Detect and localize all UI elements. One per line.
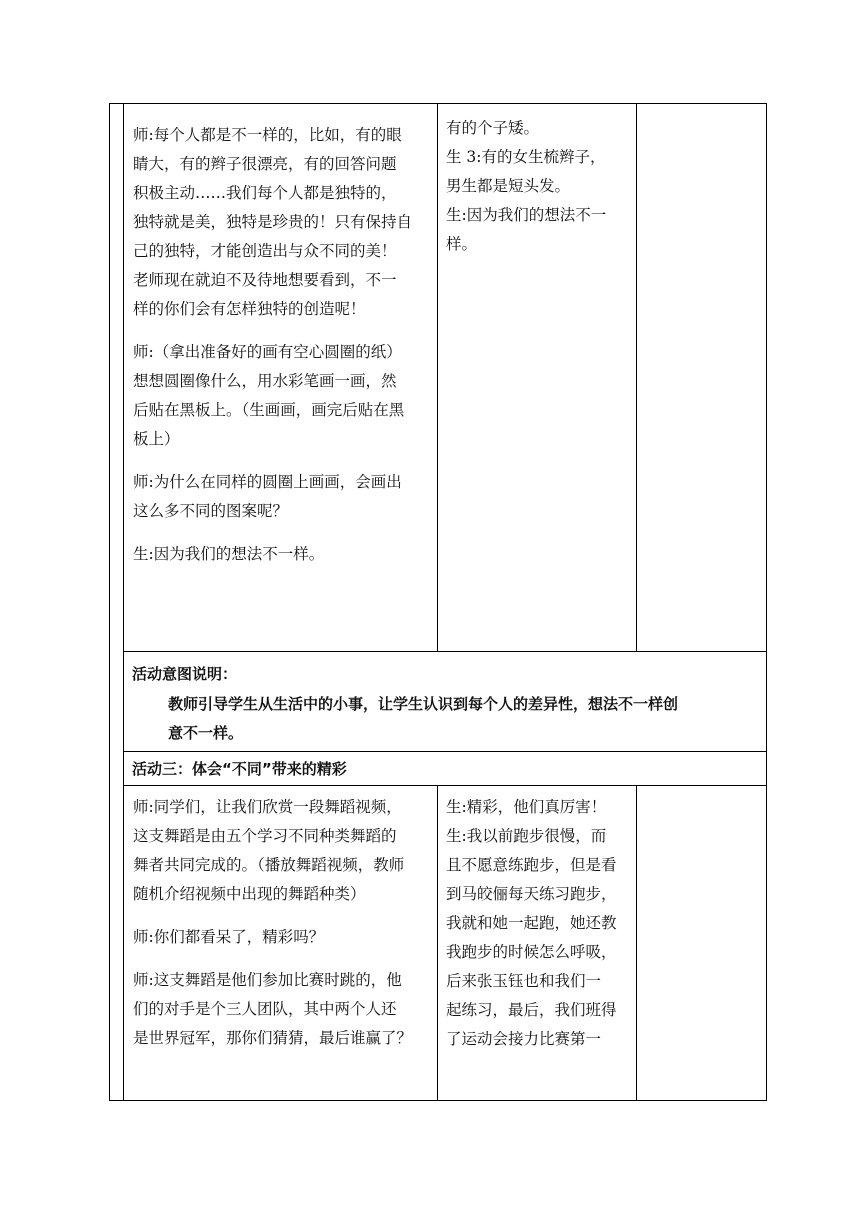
text-line: 积极主动……我们每个人都是独特的， bbox=[133, 184, 397, 202]
text-line: 后来张玉钰也和我们一 bbox=[446, 972, 602, 990]
text-line: 师:每个人都是不一样的，比如，有的眼 bbox=[133, 126, 402, 144]
table-border-right bbox=[766, 103, 767, 1101]
text-line: 师:你们都看呆了，精彩吗？ bbox=[133, 928, 325, 946]
text-line: 生:精彩，他们真厉害！ bbox=[446, 798, 607, 816]
intent-heading: 活动意图说明： bbox=[132, 665, 238, 683]
text-line: 师:为什么在同样的圆圈上画画，会画出 bbox=[133, 473, 402, 491]
text-line: 师:同学们，让我们欣赏一段舞蹈视频， bbox=[133, 798, 402, 816]
text-line: 舞者共同完成的。（播放舞蹈视频，教师 bbox=[133, 856, 405, 874]
column-divider-2a bbox=[636, 103, 637, 651]
text-line: 后贴在黑板上。（生画画，画完后贴在黑 bbox=[133, 401, 405, 419]
text-line: 样的你们会有怎样独特的创造呢！ bbox=[133, 300, 366, 318]
column-divider-1b bbox=[437, 785, 438, 1101]
row-divider-intent-top bbox=[123, 651, 767, 652]
text-line: 有的个子矮。 bbox=[446, 119, 540, 137]
text-line: 生:我以前跑步很慢，而 bbox=[446, 827, 607, 845]
activity3-heading: 活动三：体会“不同”带来的精彩 bbox=[132, 760, 347, 778]
text-line: 了运动会接力比赛第一 bbox=[446, 1030, 602, 1048]
row-divider-activity3-top bbox=[123, 751, 767, 752]
table-border-left-outer bbox=[109, 103, 110, 1101]
table-border-left-inner bbox=[123, 103, 124, 1101]
text-line: 起练习，最后，我们班得 bbox=[446, 1001, 617, 1019]
student-cell-2 bbox=[446, 793, 634, 1054]
text-line: 己的独特，才能创造出与众不同的美！ bbox=[133, 242, 397, 260]
text-line: 这支舞蹈是由五个学习不同种类舞蹈的 bbox=[133, 827, 397, 845]
text-line: 且不愿意练跑步，但是看 bbox=[446, 856, 617, 874]
text-line: 想想圆圈像什么，用水彩笔画一画，然 bbox=[133, 372, 397, 390]
text-line: 生 3:有的女生梳辫子， bbox=[446, 148, 606, 166]
text-line: 是世界冠军，那你们猜猜，最后谁赢了？ bbox=[133, 1029, 413, 1047]
text-line: 样。 bbox=[446, 235, 478, 253]
text-line: 老师现在就迫不及待地想要看到，不一 bbox=[133, 271, 397, 289]
text-line: 我跑步的时候怎么呼吸， bbox=[446, 943, 617, 961]
intent-body bbox=[168, 690, 764, 748]
text-line: 们的对手是个三人团队，其中两个人还 bbox=[133, 1000, 397, 1018]
text-line: 师:（拿出准备好的画有空心圆圈的纸） bbox=[133, 343, 402, 361]
text-line: 师:这支舞蹈是他们参加比赛时跳的，他 bbox=[133, 971, 402, 989]
text-line: 生:因为我们的想法不一样。 bbox=[133, 545, 325, 563]
teacher-cell-2 bbox=[133, 793, 435, 1053]
text-line: 独特就是美，独特是珍贵的！只有保持自 bbox=[133, 213, 413, 231]
text-line: 我就和她一起跑，她还教 bbox=[446, 914, 617, 932]
text-line: 教师引导学生从生活中的小事，让学生认识到每个人的差异性，想法不一样创 bbox=[168, 695, 679, 713]
text-line: 意不一样。 bbox=[168, 724, 244, 742]
column-divider-2b bbox=[636, 785, 637, 1101]
text-line: 板上） bbox=[133, 430, 180, 448]
text-line: 男生都是短头发。 bbox=[446, 177, 571, 195]
student-cell-1 bbox=[446, 114, 634, 259]
row-divider-activity3-bottom bbox=[123, 785, 767, 786]
text-line: 睛大，有的辫子很漂亮，有的回答问题 bbox=[133, 155, 397, 173]
text-line: 随机介绍视频中出现的舞蹈种类） bbox=[133, 885, 366, 903]
table-border-bottom bbox=[109, 1100, 767, 1101]
teacher-cell-1 bbox=[133, 121, 435, 569]
text-line: 生:因为我们的想法不一 bbox=[446, 206, 607, 224]
column-divider-1a bbox=[437, 103, 438, 651]
table-border-top bbox=[109, 103, 767, 104]
text-line: 到马皎俪每天练习跑步， bbox=[446, 885, 617, 903]
text-line: 这么多不同的图案呢？ bbox=[133, 502, 289, 520]
